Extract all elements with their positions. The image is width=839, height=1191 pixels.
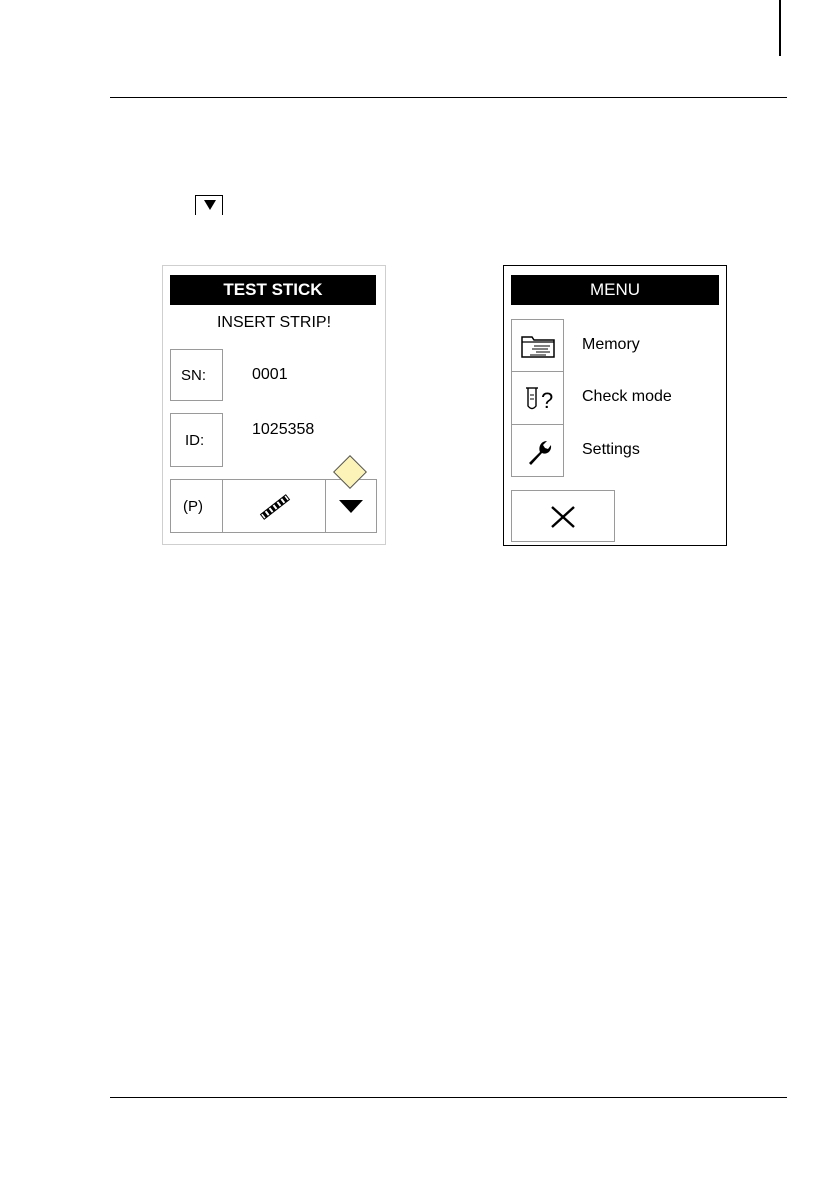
check-mode-icon [522,386,556,412]
close-icon [550,505,576,529]
menu-item-memory[interactable]: Memory [582,336,640,353]
memory-button[interactable] [511,319,564,372]
menu-screen [503,265,727,546]
svg-text:?: ? [541,388,554,412]
p-button[interactable] [170,479,223,533]
menu-item-check-mode[interactable]: Check mode [582,388,672,405]
memory-folder-icon [520,333,556,359]
crop-mark [770,0,790,60]
down-arrow-icon [204,200,216,210]
check-mode-button[interactable] [511,371,564,425]
inline-down-key [195,195,223,215]
sn-label-box [170,349,223,401]
footer-rule [110,1097,787,1098]
test-strip-icon [257,492,293,522]
sn-label: SN: [181,367,207,384]
strip-button[interactable] [222,479,326,533]
wrench-icon [525,437,553,465]
sn-value: 0001 [252,366,288,383]
id-label-box [170,413,223,467]
settings-button[interactable] [511,424,564,477]
close-button[interactable] [511,490,615,542]
id-value: 1025358 [252,421,315,438]
insert-strip-prompt: INSERT STRIP! [216,314,332,331]
test-stick-title: TEST STICK [170,275,376,305]
header-rule [110,97,787,98]
down-arrow-icon [339,500,363,513]
menu-title: MENU [511,275,719,305]
menu-item-settings[interactable]: Settings [582,441,640,458]
p-button-label: (P) [183,498,203,515]
id-label: ID: [185,432,205,449]
test-stick-screen [162,265,386,545]
